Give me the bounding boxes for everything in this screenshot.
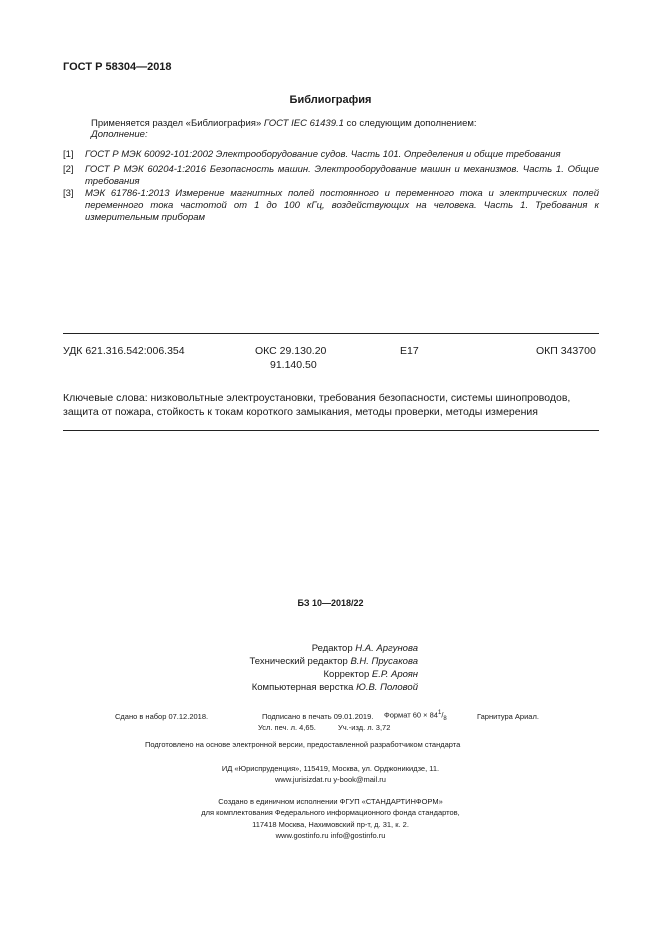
- publisher-contacts: www.jurisizdat.ru y-book@mail.ru: [275, 775, 386, 784]
- staff-line: Компьютерная верстка Ю.В. Половой: [251, 682, 418, 693]
- divider-top: [63, 333, 599, 334]
- submitted-date: Сдано в набор 07.12.2018.: [115, 712, 209, 721]
- bibliography-intro: [91, 118, 477, 140]
- bibliography-title: Библиография: [289, 94, 372, 106]
- staff-line: Корректор Е.Р. Ароян: [323, 669, 418, 680]
- staff-line: Редактор Н.А. Аргунова: [311, 643, 418, 654]
- oks-code-1: ОКС 29.130.20: [255, 345, 327, 357]
- format-info: Формат $60 \times 84^1/_8$: [384, 710, 447, 722]
- publishing-sheets: Уч.-изд. л. 3,72: [338, 723, 391, 732]
- bz-number: БЗ 10—2018/22: [297, 598, 364, 608]
- keywords: Ключевые слова: низковольтные электроустановки, требования безопасности, системы шинопроводов, защита от пожара, стойкость к токам короткого замыкания, методы проверки, методы измерения: [63, 392, 571, 418]
- font-info: Гарнитура Ариал.: [477, 712, 539, 721]
- divider-bottom: [63, 430, 599, 431]
- intro-line-2: Дополнение:: [91, 129, 148, 140]
- staff-line: Технический редактор В.Н. Прусакова: [249, 656, 418, 667]
- created-line-1: Создано в единичном исполнении ФГУП «СТАНДАРТИНФОРМ»: [218, 797, 443, 806]
- prepared-note: Подготовлено на основе электронной версии, предоставленной разработчиком стандарта: [145, 740, 461, 749]
- publisher-address: ИД «Юриспруденция», 115419, Москва, ул. Орджоникидзе, 11.: [221, 764, 440, 773]
- intro-line-1: Применяется раздел «Библиография» ГОСТ IEC 61439.1 со следующим дополнением:: [91, 118, 477, 129]
- oks-code-2: 91.140.50: [270, 359, 317, 371]
- document-code: ГОСТ Р 58304—2018: [63, 61, 172, 73]
- e-code: Е17: [400, 345, 419, 357]
- print-sheets: Усл. печ. л. 4,65.: [258, 723, 316, 732]
- standartinform-address: 117418 Москва, Нахимовский пр-т, д. 31, к. 2.: [252, 820, 409, 829]
- okp-code: ОКП 343700: [536, 345, 596, 357]
- standartinform-contacts: www.gostinfo.ru info@gostinfo.ru: [275, 831, 386, 840]
- created-line-2: для комплектования Федерального информационного фонда стандартов,: [201, 808, 460, 817]
- signed-date: Подписано в печать 09.01.2019.: [262, 712, 374, 721]
- udk-code: УДК 621.316.542:006.354: [63, 345, 185, 357]
